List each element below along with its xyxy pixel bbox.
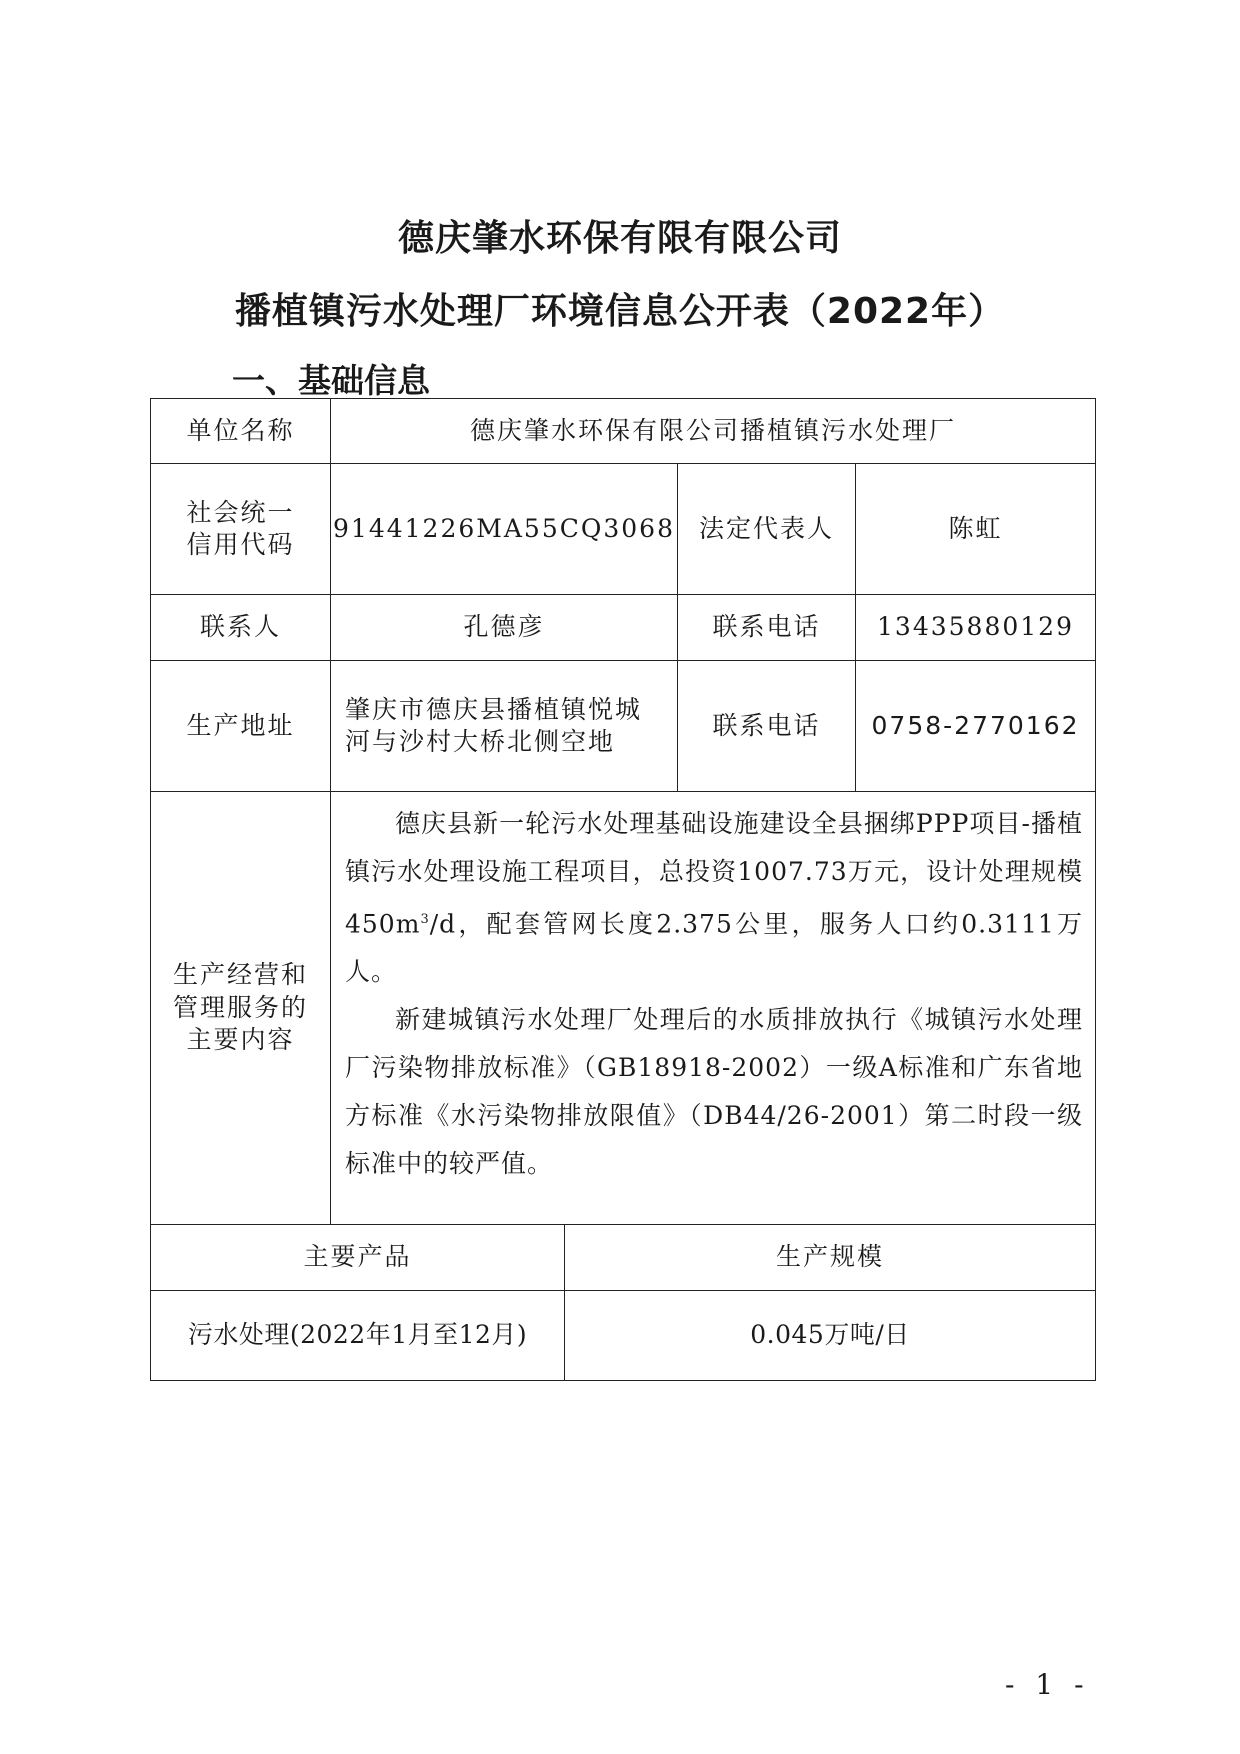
business-paragraph-1 <box>345 800 1083 996</box>
address-value <box>331 661 678 792</box>
address-line1: 肇庆市德庆县播植镇悦城 <box>345 694 643 724</box>
credit-code-value: 91441226MA55CQ3068 <box>331 464 678 595</box>
phone-label: 联系电话 <box>678 595 856 661</box>
credit-code-label <box>151 464 331 595</box>
business-label-line1: 生产经营和 <box>172 960 308 990</box>
table-row <box>151 464 1096 595</box>
unit-name-label: 单位名称 <box>151 399 331 464</box>
business-description <box>331 792 1096 1225</box>
document-title-line2: 播植镇污水处理厂环境信息公开表（2022年） <box>234 291 1006 332</box>
credit-code-label-line1: 社会统一 <box>186 497 295 527</box>
table-row <box>151 792 1096 1225</box>
contact-value: 孔德彦 <box>331 595 678 661</box>
business-paragraph-1-part-b: /d，配套管网长度2.375公里，服务人口约0.3111万人。 <box>345 909 1084 987</box>
table-row <box>151 1291 1096 1381</box>
document-title-line1: 德庆肇水环保有限有限公司 <box>397 218 842 259</box>
credit-code-label-line2: 信用代码 <box>186 530 295 559</box>
business-label-line3: 主要内容 <box>186 1025 295 1055</box>
address-line2: 河与沙村大桥北侧空地 <box>345 727 616 756</box>
row-scale: 0.045万吨/日 <box>565 1291 1096 1381</box>
header-scale: 生产规模 <box>565 1225 1096 1291</box>
phone2-label: 联系电话 <box>678 661 856 792</box>
business-label <box>151 792 331 1225</box>
row-product: 污水处理(2022年1月至12月) <box>151 1291 565 1381</box>
basic-info-table <box>150 398 1096 1225</box>
business-paragraph-1-part-a: 德庆县新一轮污水处理基础设施建设全县捆绑PPP项目-播植镇污水处理设施工程项目，总投资1007.73万元，设计处理规模450m <box>345 809 1084 939</box>
section-heading: 一、基础信息 <box>232 361 430 400</box>
phone-value: 13435880129 <box>856 595 1096 661</box>
address-label: 生产地址 <box>151 661 331 792</box>
phone2-value: 0758-2770162 <box>856 661 1096 792</box>
unit-name-value: 德庆肇水环保有限公司播植镇污水处理厂 <box>331 399 1096 464</box>
table-row <box>151 1225 1096 1291</box>
table-row <box>151 399 1096 464</box>
table-row <box>151 661 1096 792</box>
business-label-line2: 管理服务的 <box>172 992 308 1022</box>
legal-rep-value: 陈虹 <box>856 464 1096 595</box>
contact-label: 联系人 <box>151 595 331 661</box>
superscript-unit: 3 <box>420 912 430 927</box>
table-row <box>151 595 1096 661</box>
products-table <box>150 1224 1096 1381</box>
header-product: 主要产品 <box>151 1225 565 1291</box>
legal-rep-label: 法定代表人 <box>678 464 856 595</box>
page-number: - 1 - <box>1005 1668 1090 1701</box>
business-paragraph-2: 新建城镇污水处理厂处理后的水质排放执行《城镇污水处理厂污染物排放标准》（GB18918-2002）一级A标准和广东省地方标准《水污染物排放限值》（DB44/26-2001）第二时段一级标准中的较严值。 <box>345 1005 1084 1179</box>
